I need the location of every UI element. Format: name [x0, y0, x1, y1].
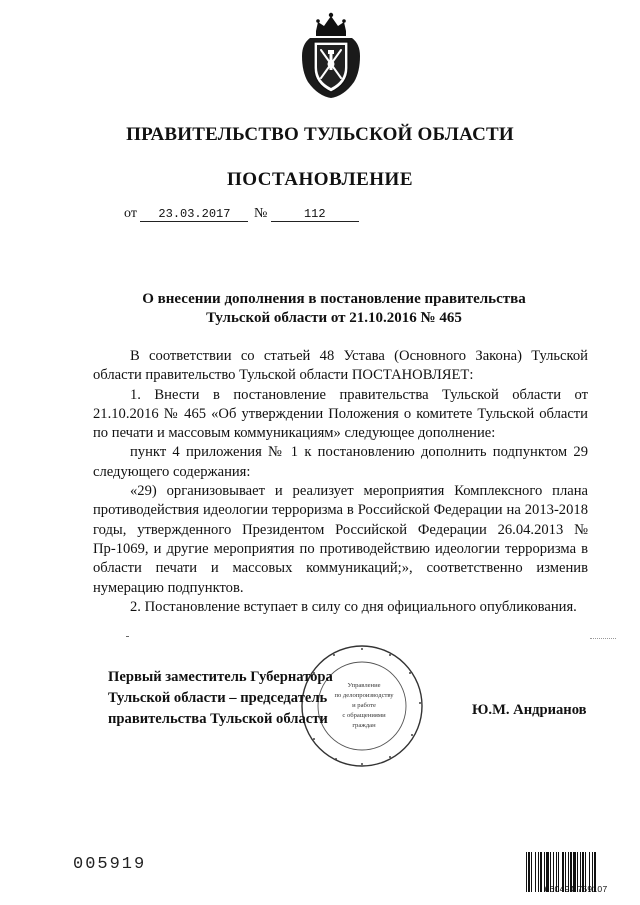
date-number-line — [124, 206, 359, 222]
position-line: Первый заместитель Губернатора — [108, 669, 333, 685]
stamp-text-line: и работе — [352, 702, 376, 709]
subject-line: О внесении дополнения в постановление правительства — [142, 291, 526, 307]
signatory-name: Ю.М. Андрианов — [472, 702, 587, 718]
body-paragraph: 2. Постановление вступает в силу со дня официального опубликования. — [130, 598, 577, 615]
number-prefix: № — [253, 206, 268, 221]
body-paragraph: пункт 4 приложения № 1 к постановлению дополнить подпунктом 29 следующего содержания: — [93, 444, 588, 480]
document-subject — [60, 290, 608, 328]
signatory-position — [108, 667, 333, 730]
body-paragraph: 1. Внести в постановление правительства Тульской области от 21.10.2016 № 465 «Об утверждении Положения о комитете Тульской области по печати и массовым коммуникациям» следующее дополнение: — [93, 386, 588, 442]
scan-speck — [590, 638, 616, 640]
subject-line: Тульской области от 21.10.2016 № 465 — [206, 310, 462, 326]
date-value: 23.03.2017 — [140, 207, 248, 222]
stamp-text-line: с обращениями — [342, 712, 386, 719]
stamp-text-line: граждан — [352, 722, 376, 729]
stamp-text-line: Управление — [347, 682, 381, 689]
position-line: Тульской области – председатель — [108, 690, 328, 706]
date-prefix: от — [124, 206, 137, 221]
body-paragraph: В соответствии со статьей 48 Устава (Основного Закона) Тульской области правительство Тульской области ПОСТАНОВЛЯЕТ: — [93, 348, 588, 384]
serial-number: 005919 — [73, 855, 147, 874]
barcode-number: 660494 759107 — [544, 884, 608, 894]
stamp-text-line: по делопроизводству — [334, 692, 394, 699]
coat-of-arms-icon — [298, 12, 364, 100]
position-line: правительства Тульской области — [108, 711, 328, 727]
government-title: ПРАВИТЕЛЬСТВО ТУЛЬСКОЙ ОБЛАСТИ — [126, 124, 514, 145]
document-body — [93, 347, 588, 617]
scan-speck — [126, 636, 129, 637]
body-paragraph: «29) организовывает и реализует мероприятия Комплексного плана противодействия идеологии терроризма в Российской Федерации на 2013-2018 годы, утвержденного Президентом Российской Федерации 26.04.2013 № Пр-1069, и другие мероприятия по противодействию идеологии терроризма в области печати и массовых коммуникаций;», соответственно изменив нумерацию подпунктов. — [93, 483, 588, 596]
number-value: 112 — [271, 207, 359, 222]
document-type: ПОСТАНОВЛЕНИЕ — [226, 169, 414, 190]
